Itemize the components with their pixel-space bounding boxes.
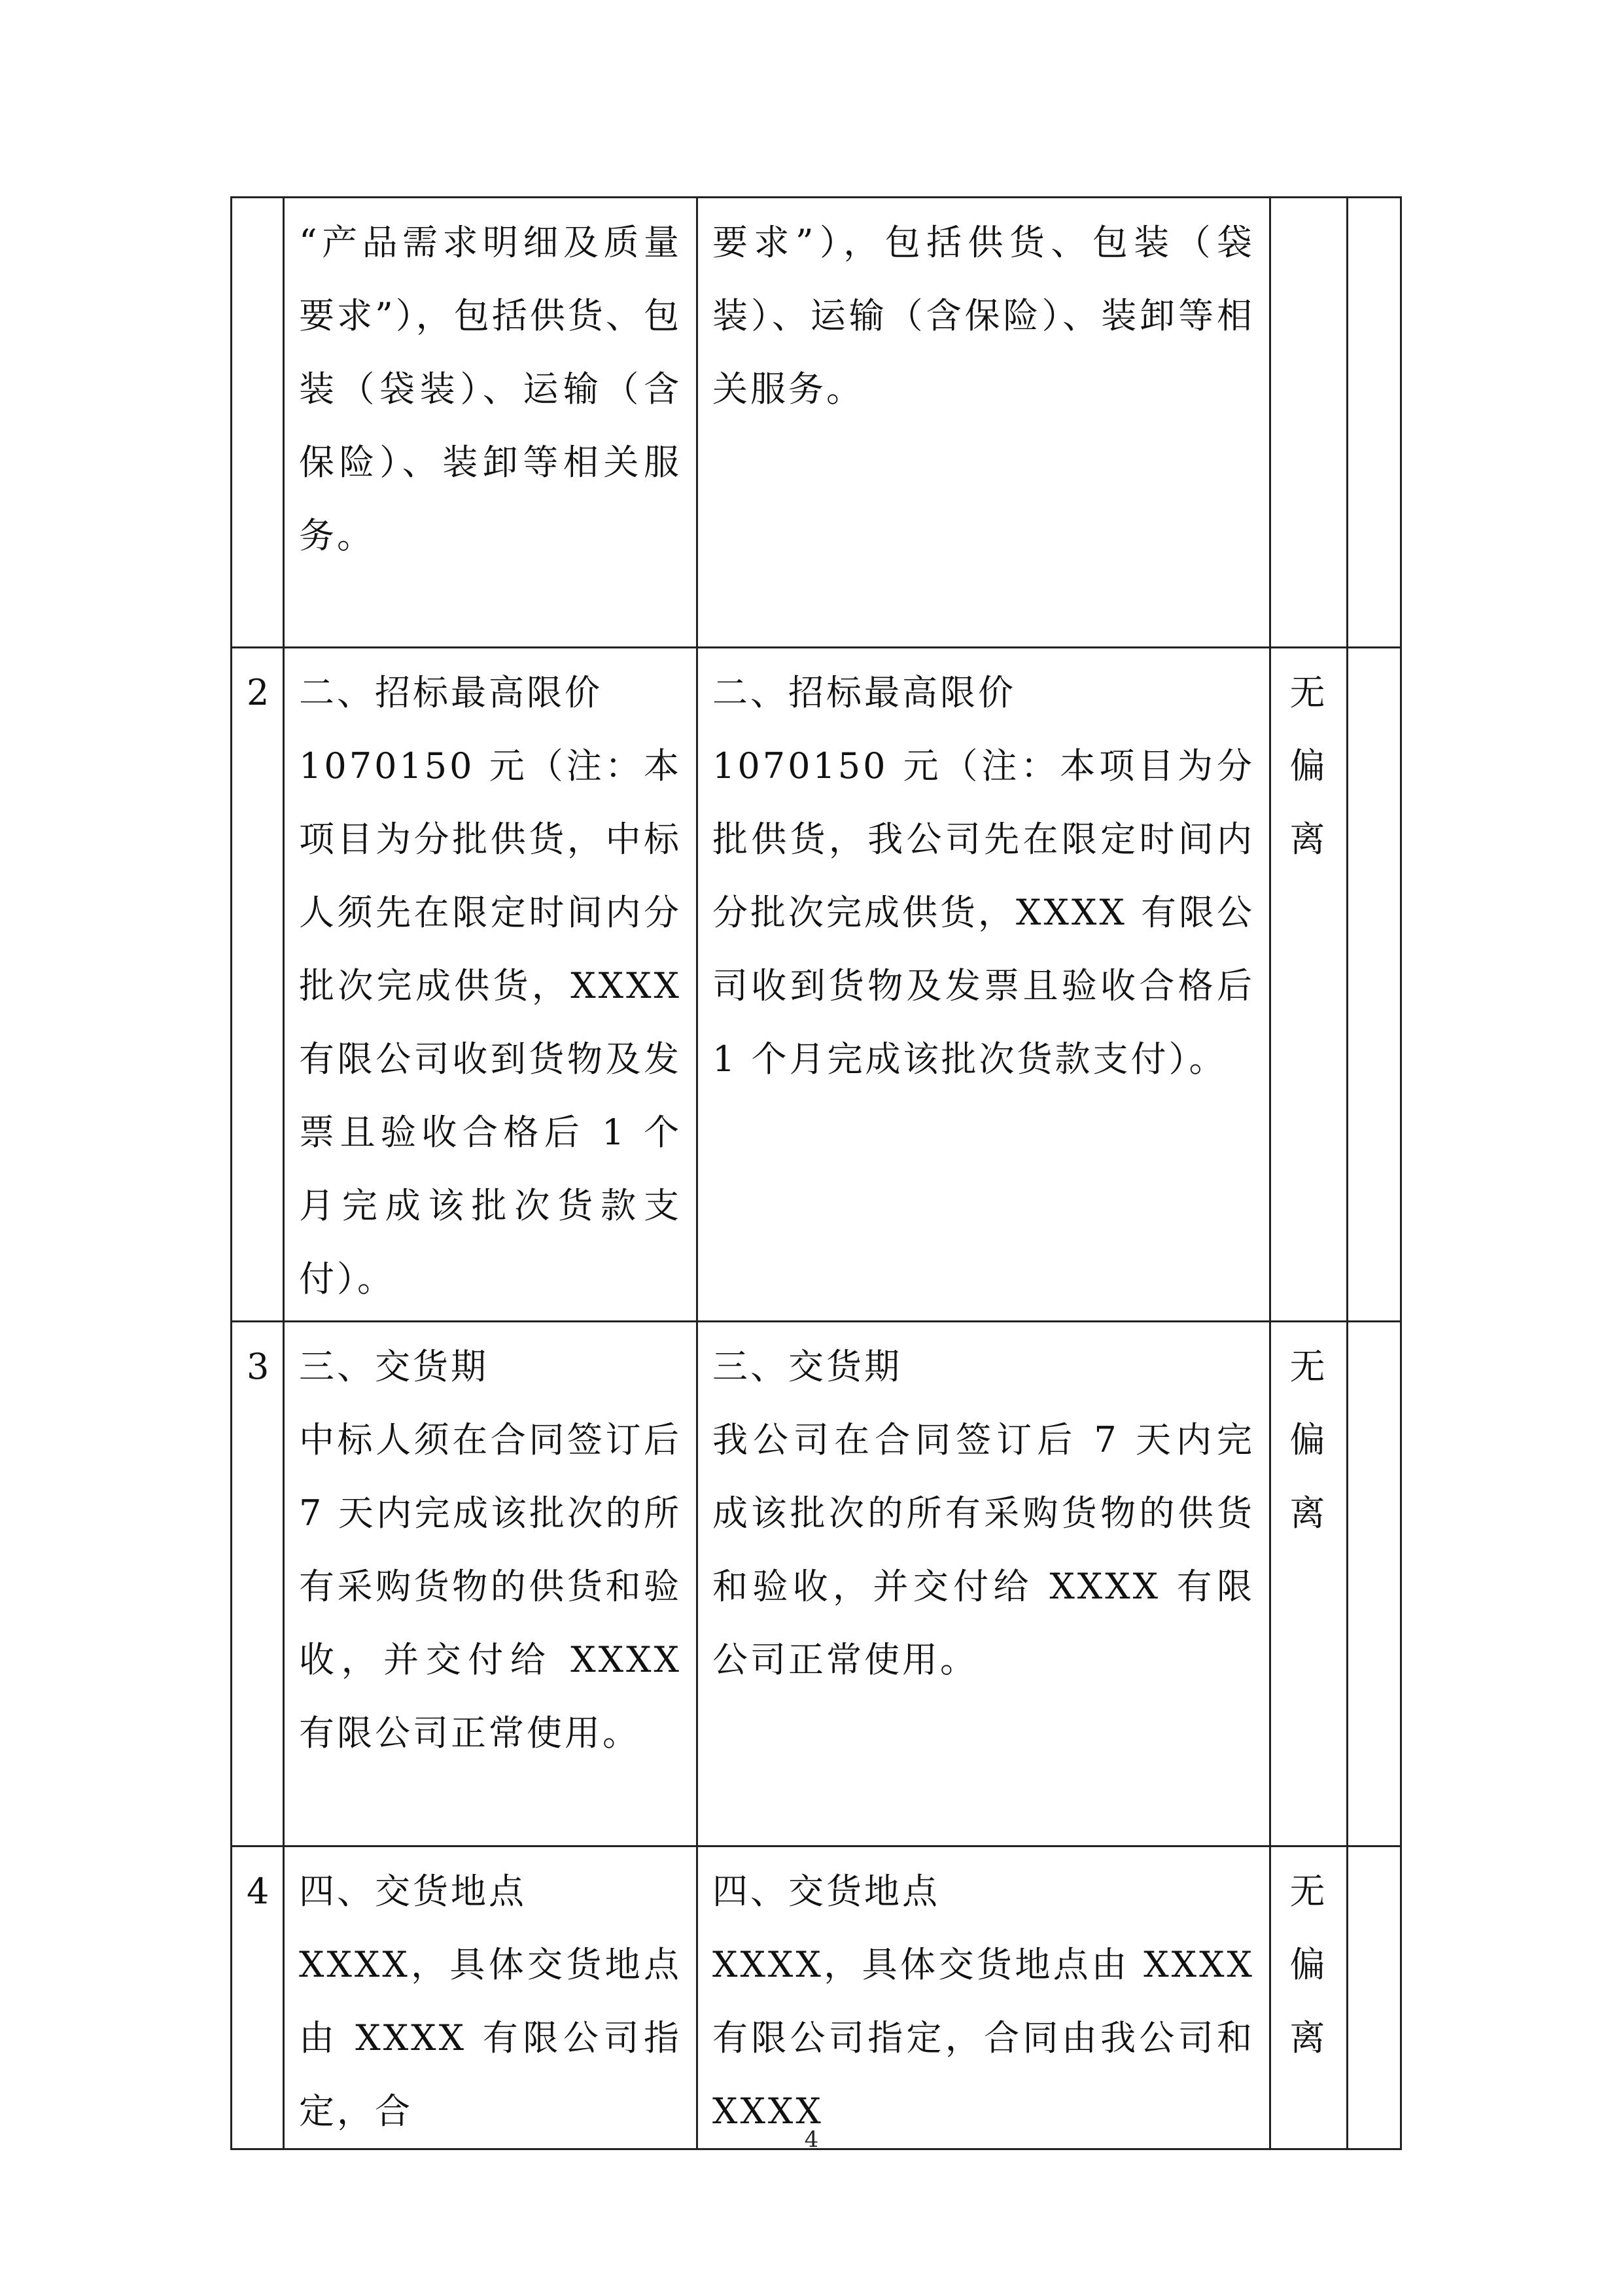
- row-number-cell: [232, 648, 284, 1322]
- response-text: 我公司在合同签订后 7 天内完成该批次的所有采购货物的供货和验收，并交付给 XXXX 有限公司正常使用。: [712, 1419, 1255, 1680]
- response-text: XXXX，具体交货地点由 XXXX 有限公司指定，合同由我公司和 XXXX: [712, 1944, 1255, 2132]
- response-heading: 三、交货期: [712, 1346, 902, 1387]
- row-number-cell: [232, 1322, 284, 1846]
- remark-cell: [1348, 1846, 1401, 2149]
- deviation-status: 无偏离: [1289, 1346, 1328, 1534]
- row-number-cell: [232, 1846, 284, 2149]
- response-heading: 二、招标最高限价: [712, 672, 1016, 713]
- response-cell: [697, 1322, 1270, 1846]
- requirement-text: “产品需求明细及质量要求”），包括供货、包装（袋装）、运输（含保险）、装卸等相关服务。: [299, 222, 682, 556]
- row-number: 4: [247, 1871, 272, 1912]
- requirement-text: XXXX，具体交货地点由 XXXX 有限公司指定，合: [299, 1944, 682, 2132]
- remark-cell: [1348, 1322, 1401, 1846]
- table-row: [232, 1846, 1401, 2149]
- response-cell: [697, 648, 1270, 1322]
- table-row: [232, 198, 1401, 648]
- table-row: [232, 1322, 1401, 1846]
- response-text: 1070150 元（注：本项目为分批供货，我公司先在限定时间内分批次完成供货，XXXX 有限公司收到货物及发票且验收合格后 1 个月完成该批次货款支付）。: [712, 745, 1255, 1080]
- response-cell: [697, 198, 1270, 648]
- row-number-cell: [232, 198, 284, 648]
- response-heading: 四、交货地点: [712, 1871, 940, 1912]
- deviation-status: 无偏离: [1289, 672, 1328, 860]
- requirement-cell: [284, 648, 697, 1322]
- deviation-cell: [1270, 1846, 1348, 2149]
- requirement-cell: [284, 1846, 697, 2149]
- requirement-heading: 二、招标最高限价: [299, 672, 602, 713]
- requirement-heading: 三、交货期: [299, 1346, 489, 1387]
- deviation-status: 无偏离: [1289, 1871, 1328, 2058]
- page-number: 4: [804, 2127, 819, 2153]
- requirement-text: 中标人须在合同签订后 7 天内完成该批次的所有采购货物的供货和验收，并交付给 XXXX 有限公司正常使用。: [299, 1419, 682, 1754]
- row-number: 2: [247, 672, 272, 713]
- requirement-heading: 四、交货地点: [299, 1871, 527, 1912]
- deviation-cell: [1270, 1322, 1348, 1846]
- remark-cell: [1348, 648, 1401, 1322]
- requirement-cell: [284, 1322, 697, 1846]
- table-row: [232, 648, 1401, 1322]
- response-text: 要求”），包括供货、包装（袋装）、运输（含保险）、装卸等相关服务。: [712, 222, 1255, 410]
- response-cell: [697, 1846, 1270, 2149]
- deviation-cell: [1270, 648, 1348, 1322]
- remark-cell: [1348, 198, 1401, 648]
- deviation-cell: [1270, 198, 1348, 648]
- requirement-cell: [284, 198, 697, 648]
- deviation-table: [230, 196, 1402, 2150]
- row-number: 3: [247, 1346, 272, 1387]
- requirement-text: 1070150 元（注：本项目为分批供货，中标人须先在限定时间内分批次完成供货，XXXX 有限公司收到货物及发票且验收合格后 1 个月完成该批次货款支付）。: [299, 745, 682, 1299]
